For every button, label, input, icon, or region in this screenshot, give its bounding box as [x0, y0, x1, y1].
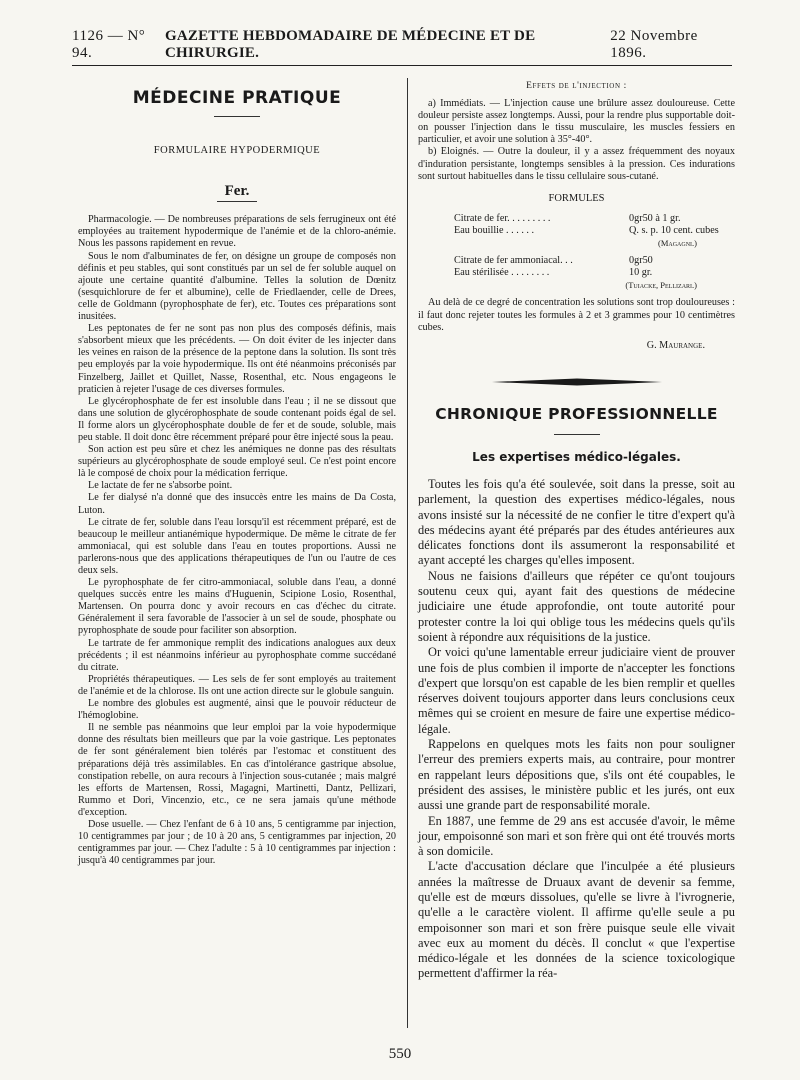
column-separator: [407, 78, 408, 1028]
paragraph: Or voici qu'une lamentable erreur judiciaire vient de prouver une fois de plus combien il importe de n'accepter les fonctions d'expert que lorsqu'on est capable de les bien remplir et quelles réserves doivent toujours apporter dans leurs conclusions ceux mêmes qui se croient en mesure de faire une expertise médico-légale.: [418, 645, 735, 736]
paragraph: a) Immédiats. — L'injection cause une brûlure assez douloureuse. Cette douleur persiste assez longtemps. Aussi, pour la rendre plus supportable doit-on pousser l'injection dans le tissu musculaire, les muscles fessiers en particulier, et avoir une solution à 35°-40°.: [418, 98, 735, 146]
paragraph: Dose usuelle. — Chez l'enfant de 6 à 10 ans, 5 centigramme par injection, 10 centigrammes par jour ; de 10 à 20 ans, 5 centigrammes par injection, 20 centigrammes par jour. — Chez l'adulte : 5 à 10 centigrammes par injection : jusqu'à 40 centigrammes par jour.: [78, 818, 396, 867]
formula-ingredient: Eau stérilisée . . . . . . . .: [454, 267, 550, 279]
formula-line: [454, 255, 735, 267]
paragraph: Rappelons en quelques mots les faits non pour souligner l'erreur des premiers experts mais, au contraire, pour montrer en rappelant leurs dépositions que, s'ils ont été coupables, le président des assises, le ministère public et les jurés, ont eux aussi une grande part de responsabilité morale.: [418, 737, 735, 813]
formula-line: [454, 213, 735, 225]
issue-date: 22 Novembre 1896.: [610, 28, 698, 61]
folio-number: 550: [388, 1046, 412, 1062]
formula-source: (Magagni.): [657, 238, 697, 249]
paragraph: Le lactate de fer ne s'absorbe point.: [88, 480, 233, 492]
article-title: Les expertises médico-légales.: [472, 449, 681, 464]
paragraph: Le glycérophosphate de fer est insoluble dans l'eau ; il ne se dissout que dans une solution de glycérophosphate de soude contenant poids égal de sel. Il forme alors un glycérophosphate double de fer et de soude, soluble, mais peu stable. Il doit donc être récemment préparé pour être injecté sous la peau.: [78, 395, 396, 443]
paragraph: Toutes les fois qu'a été soulevée, soit dans la presse, soit au parlement, la question des expertises médico-légales, nous avons insisté sur la nécessité de ne confier le titre d'expert qu'à des médecins ayant été préparés par des études antérieures aux délicates fonctions dont ils assumeront la responsabilité et ayant accepté les charges qu'elles imposent.: [418, 476, 735, 568]
fer-rule: [217, 201, 257, 202]
formula-line: [454, 267, 735, 279]
formules-heading: FORMULES: [548, 192, 605, 204]
formula-amount: Q. s. p. 10 cent. cubes: [629, 224, 719, 236]
paragraph: Sous le nom d'albuminates de fer, on désigne un groupe de composés non définis et peu stables, qui sont constitués par un sel de fer soluble auquel on ajoute une certaine quantité d'albumine. Telles la solution de Dœnitz (sesquichlorure de fer et albumine), celle de Friedlaender, celle de Drees, celle de Goldmann (pyrophosphate de fer), etc. Toutes ces préparations sont inusitées.: [78, 250, 396, 323]
formula-amount: 0gr50: [629, 255, 653, 267]
right-column: [418, 78, 735, 982]
effets-heading: Effets de l'injection :: [526, 81, 627, 91]
journal-title: GAZETTE HEBDOMADAIRE DE MÉDECINE ET DE CHIRURGIE.: [164, 28, 536, 61]
formula-source: (Tuiacke, Pellizari.): [625, 280, 697, 291]
formula-ingredient: Eau bouillie . . . . . .: [454, 224, 535, 236]
chronique-rule: [554, 434, 600, 435]
paragraph: Propriétés thérapeutiques. — Les sels de fer sont employés au traitement de l'anémie et de la chlorose. Ils ont une action directe sur le globule sanguin.: [78, 673, 396, 697]
formula-amount: 0gr50 à 1 gr.: [629, 212, 681, 224]
formula-line: [454, 225, 735, 237]
paragraph: Il ne semble pas néanmoins que leur emploi par la voie hypodermique donne des résultats bien meilleurs que par la voie gastrique. Les peptonates de fer sont généralement bien tolérés par l'estomac et constituent des préparations déjà très assimilables. En cas d'intolérance gastrique absolue, constipation rebelle, on aura recours à l'injection sous-cutanée ; mais malgré les efforts de Martensen, Rossi, Magagni, Martinetti, Dantz, Pellizari, Rummo et Dori, Vincenzio, etc., ce ne sera jamais qu'une méthode d'exception.: [78, 722, 396, 818]
paragraph: Le citrate de fer, soluble dans l'eau lorsqu'il est récemment préparé, est de beaucoup le meilleur antianémique hypodermique. De même le citrate de fer ammoniacal, qui est soluble dans l'eau en toutes proportions. Aussi ne parlerons-nous que des applications thérapeutiques de l'un ou l'autre de ces deux sels.: [78, 516, 396, 576]
fer-heading: Fer.: [224, 183, 250, 200]
section-title: MÉDECINE PRATIQUE: [132, 88, 342, 108]
paragraph: En 1887, une femme de 29 ans est accusée d'avoir, le même jour, empoisonné son mari et son frère qui ont été trouvés morts à son domicile.: [418, 813, 735, 859]
formula-ingredient: Citrate de fer ammoniacal. . .: [454, 255, 573, 267]
paragraph: Au delà de ce degré de concentration les solutions sont trop douloureuses : il faut donc rejeter toutes les formules à 2 et 3 grammes pour 10 centimètres cubes.: [418, 297, 735, 333]
paragraph: Le fer dialysé n'a donné que des insuccès entre les mains de Da Costa, Luton.: [78, 492, 396, 516]
paragraph: Son action est peu sûre et chez les anémiques ne donne pas des résultats supérieurs au glycérophosphate de soude employé seul. Ce n'est point encore là le composé de choix pour la médication ferrique.: [78, 444, 396, 480]
chronique-title: CHRONIQUE PROFESSIONNELLE: [435, 404, 718, 423]
title-rule: [214, 116, 260, 117]
formula-ingredient: Citrate de fer. . . . . . . . .: [454, 212, 551, 224]
left-column: [78, 78, 396, 867]
page-number: 1126 — N° 94.: [72, 28, 146, 61]
paragraph: Le nombre des globules est augmenté, ainsi que le pouvoir réducteur de l'hémoglobine.: [78, 698, 396, 722]
ornament-divider: [492, 378, 662, 386]
paragraph: b) Eloignés. — Outre la douleur, il y a assez fréquemment des noyaux d'induration persistante, longtemps sensibles à la pression. Ces indurations sont surtout habituelles dans le tissu cellulaire sous-cutané.: [418, 146, 735, 182]
paragraph: Pharmacologie. — De nombreuses préparations de sels ferrugineux ont été employées au traitement hypodermique de l'anémie et de la chloro-anémie. Nous les passons rapidement en revue.: [78, 214, 396, 250]
header-rule: [72, 65, 732, 66]
paragraph: Les peptonates de fer ne sont pas non plus des composés définis, mais s'absorbent mieux que les précédents. — On doit éviter de les injecter dans les veines en raison de la présence de la peptone dans la solution. Ils sont très peu employés par la voie hypodermique. Ils ont été néanmoins préconisés par Finzelberg, Jaillet et Quillet, Nasse, Rosenthal, etc. Nous engageons le praticien à rejeter l'usage de ces diverses formules.: [78, 323, 396, 395]
author-signature: G. Maurange.: [646, 339, 705, 351]
paragraph: Nous ne faisions d'ailleurs que répéter ce qu'ont toujours soutenu ceux qui, ayant fait des questions de médecine judiciaire une étude approfondie, ont toute autorité pour protester contre la loi qui oblige tous les médecins quels qu'ils soient à répondre aux réquisitions de la justice.: [418, 568, 735, 644]
subtitle: FORMULAIRE HYPODERMIQUE: [153, 145, 321, 157]
formula-amount: 10 gr.: [629, 267, 653, 279]
paragraph: Le pyrophosphate de fer citro-ammoniacal, soluble dans l'eau, a donné quelques succès entre les mains d'Huguenin, Scipione Losio, Rosenthal, Martensen. On pourra donc y avoir recours en cas d'échec du citrate. Généralement il sera favorable de l'associer à un sel de soude, phosphate ou pyrophosphate de soude pour faciliter son absorption.: [78, 577, 396, 637]
running-header: [72, 28, 732, 62]
paragraph: L'acte d'accusation déclare que l'inculpée a été plusieurs années la maîtresse de Druaux avant de devenir sa femme, qu'elle est de mœurs dissolues, qu'elle se livre à l'ivrognerie, qu'elle a le caractère violent. Il affirme qu'elle seule a pu empoisonner son mari et son frère puisque seule elle vivait avec eux au moment du décès. Il conclut « que l'expertise médico-légale et les données de la science toxicologique permettent d'affirmer la réa-: [418, 859, 735, 981]
paragraph: Le tartrate de fer ammonique remplit des indications analogues aux deux précédents ; il est néanmoins inférieur au pyrophosphate comme succédané du citrate.: [78, 637, 396, 673]
